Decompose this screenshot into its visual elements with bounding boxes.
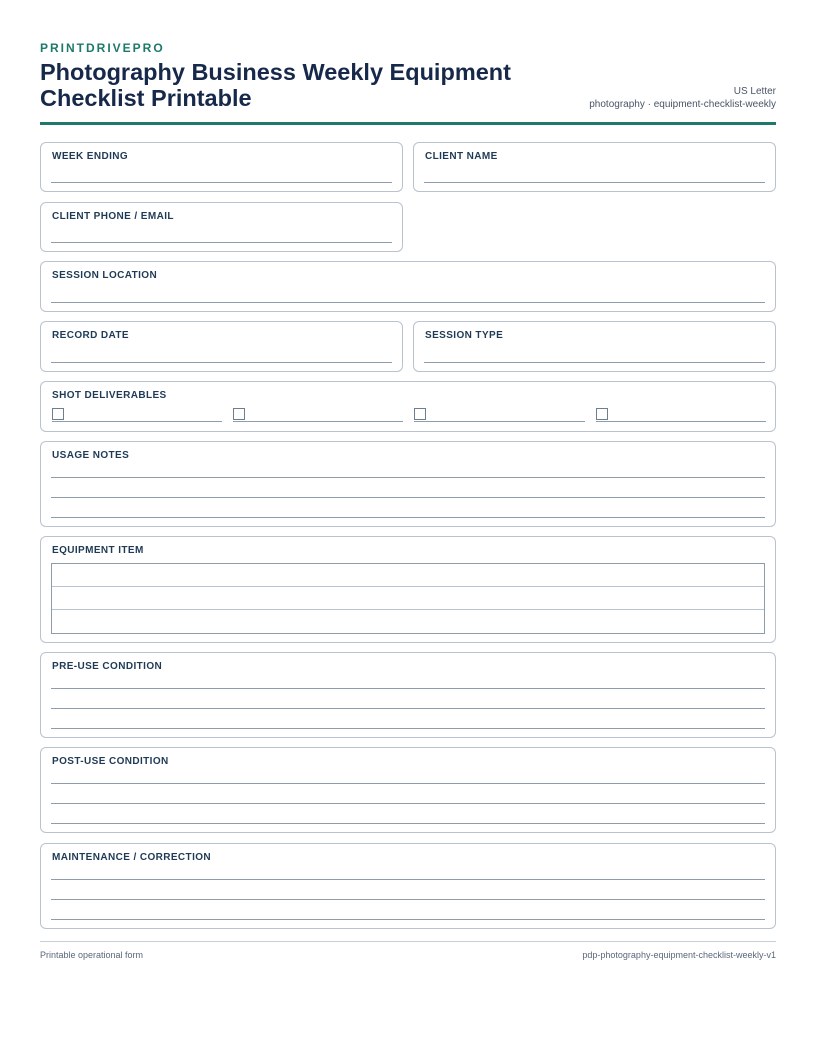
session-location-label: SESSION LOCATION [52, 270, 158, 281]
header-rule [40, 122, 776, 125]
page-meta [589, 85, 776, 111]
paper-size: US Letter [733, 86, 776, 97]
checkbox[interactable] [52, 408, 64, 420]
checkbox[interactable] [414, 408, 426, 420]
pre-use-condition-line[interactable] [51, 688, 765, 689]
table-row[interactable] [52, 564, 764, 587]
checkbox[interactable] [233, 408, 245, 420]
usage-notes-line[interactable] [51, 477, 765, 478]
maintenance-correction-line[interactable] [51, 919, 765, 920]
post-use-condition-line[interactable] [51, 823, 765, 824]
usage-notes-field [40, 441, 776, 527]
session-location-field [40, 261, 776, 312]
shot-deliverables-label: SHOT DELIVERABLES [52, 390, 167, 401]
client-name-line[interactable] [424, 182, 765, 183]
week-ending-label: WEEK ENDING [52, 151, 129, 162]
checkbox[interactable] [596, 408, 608, 420]
client-name-label: CLIENT NAME [425, 151, 498, 162]
equipment-item-label: EQUIPMENT ITEM [52, 545, 144, 556]
maintenance-correction-line[interactable] [51, 899, 765, 900]
usage-notes-line[interactable] [51, 497, 765, 498]
pre-use-condition-line[interactable] [51, 728, 765, 729]
session-type-label: SESSION TYPE [425, 330, 504, 341]
footer-right: pdp-photography-equipment-checklist-weekly-v1 [582, 950, 776, 960]
record-date-label: RECORD DATE [52, 330, 129, 341]
post-use-condition-line[interactable] [51, 783, 765, 784]
page-title: Photography Business Weekly Equipment Checklist Printable [40, 59, 511, 111]
usage-notes-label: USAGE NOTES [52, 450, 130, 461]
post-use-condition-field [40, 747, 776, 833]
week-ending-field [40, 142, 403, 192]
equipment-item-field [40, 536, 776, 643]
pre-use-condition-label: PRE-USE CONDITION [52, 661, 163, 672]
maintenance-correction-field [40, 843, 776, 929]
session-location-line[interactable] [51, 302, 765, 303]
client-name-field [413, 142, 776, 192]
maintenance-correction-label: MAINTENANCE / CORRECTION [52, 852, 212, 863]
week-ending-line[interactable] [51, 182, 392, 183]
post-use-condition-label: POST-USE CONDITION [52, 756, 169, 767]
footer-left: Printable operational form [40, 950, 144, 960]
table-row[interactable] [52, 587, 764, 610]
deliverable-item [52, 408, 222, 422]
deliverable-item [596, 408, 766, 422]
record-date-field [40, 321, 403, 372]
equipment-table [51, 563, 765, 634]
brand-name: PRINTDRIVEPRO [40, 41, 165, 55]
client-contact-label: CLIENT PHONE / EMAIL [52, 211, 174, 222]
shot-deliverables-field [40, 381, 776, 432]
record-date-line[interactable] [51, 362, 392, 363]
form-slug: photography · equipment-checklist-weekly [589, 99, 776, 110]
post-use-condition-line[interactable] [51, 803, 765, 804]
session-type-field [413, 321, 776, 372]
usage-notes-line[interactable] [51, 517, 765, 518]
deliverable-item [414, 408, 585, 422]
pre-use-condition-line[interactable] [51, 708, 765, 709]
footer-rule [40, 941, 776, 942]
maintenance-correction-line[interactable] [51, 879, 765, 880]
pre-use-condition-field [40, 652, 776, 738]
deliverable-item [233, 408, 403, 422]
client-contact-field [40, 202, 403, 252]
session-type-line[interactable] [424, 362, 765, 363]
client-contact-line[interactable] [51, 242, 392, 243]
table-row[interactable] [52, 610, 764, 633]
